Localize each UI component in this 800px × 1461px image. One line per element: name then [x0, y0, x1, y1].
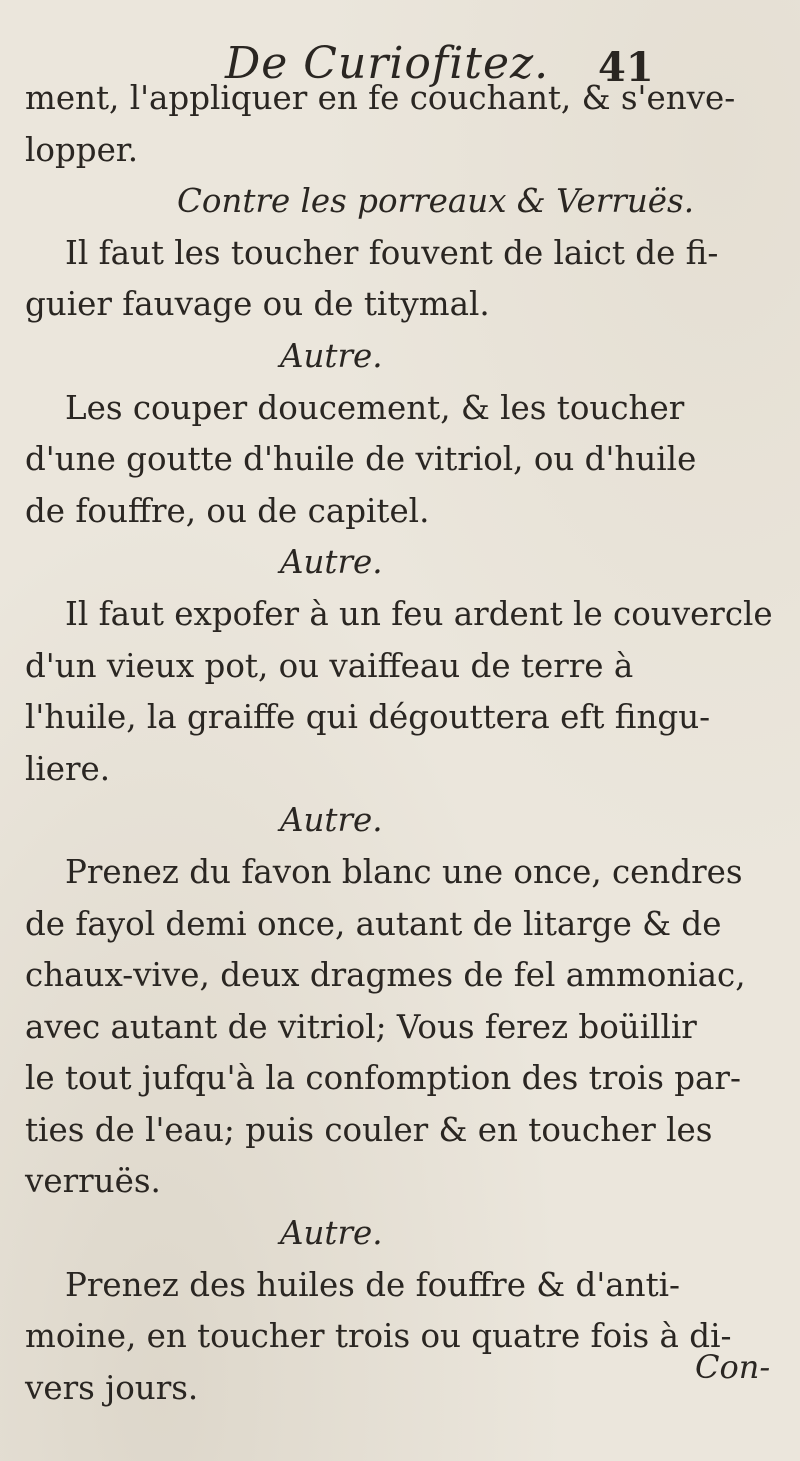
section-heading: Autre. — [280, 543, 383, 582]
text-line: verruës. — [25, 1162, 161, 1201]
text-line: de fouffre, ou de capitel. — [25, 491, 430, 530]
text-line: Les couper doucement, & les toucher — [65, 388, 685, 427]
text-line: Il faut les toucher fouvent de laict de fi- — [65, 233, 719, 272]
text-line: d'un vieux pot, ou vaiffeau de terre à — [25, 646, 634, 685]
text-line: Il faut expofer à un feu ardent le couvercle — [65, 594, 773, 633]
text-line: Prenez du favon blanc une once, cendres — [65, 852, 743, 891]
text-line: Prenez des huiles de fouffre & d'anti- — [65, 1265, 681, 1304]
section-heading: Autre. — [280, 801, 383, 840]
text-line: de fayol demi once, autant de litarge & de — [25, 904, 722, 943]
text-line: avec autant de vitriol; Vous ferez boüillir — [25, 1007, 697, 1046]
text-line: vers jours. — [25, 1368, 199, 1407]
page-number: 41 — [598, 44, 654, 91]
section-heading: Contre les porreaux & Verruës. — [177, 182, 695, 221]
section-heading: Autre. — [280, 336, 383, 375]
section-heading: Autre. — [280, 1214, 383, 1253]
text-block — [25, 73, 785, 1414]
text-line: liere. — [25, 749, 111, 788]
text-line: le tout jufqu'à la confomption des trois par- — [25, 1059, 741, 1098]
catchword: Con- — [695, 1348, 771, 1386]
text-line: moine, en toucher trois ou quatre fois à di- — [25, 1317, 732, 1356]
text-line: chaux-vive, deux dragmes de fel ammoniac, — [25, 956, 746, 995]
text-line: d'une goutte d'huile de vitriol, ou d'huile — [25, 440, 697, 479]
text-line: ment, l'appliquer en fe couchant, & s'enve- — [25, 79, 736, 117]
text-line: l'huile, la graiffe qui dégouttera eft fingu- — [25, 698, 711, 737]
text-line: lopper. — [25, 130, 139, 169]
running-title: De Curiofitez. — [225, 38, 550, 89]
text-line: guier fauvage ou de titymal. — [25, 285, 490, 324]
text-line: ties de l'eau; puis couler & en toucher les — [25, 1110, 713, 1149]
